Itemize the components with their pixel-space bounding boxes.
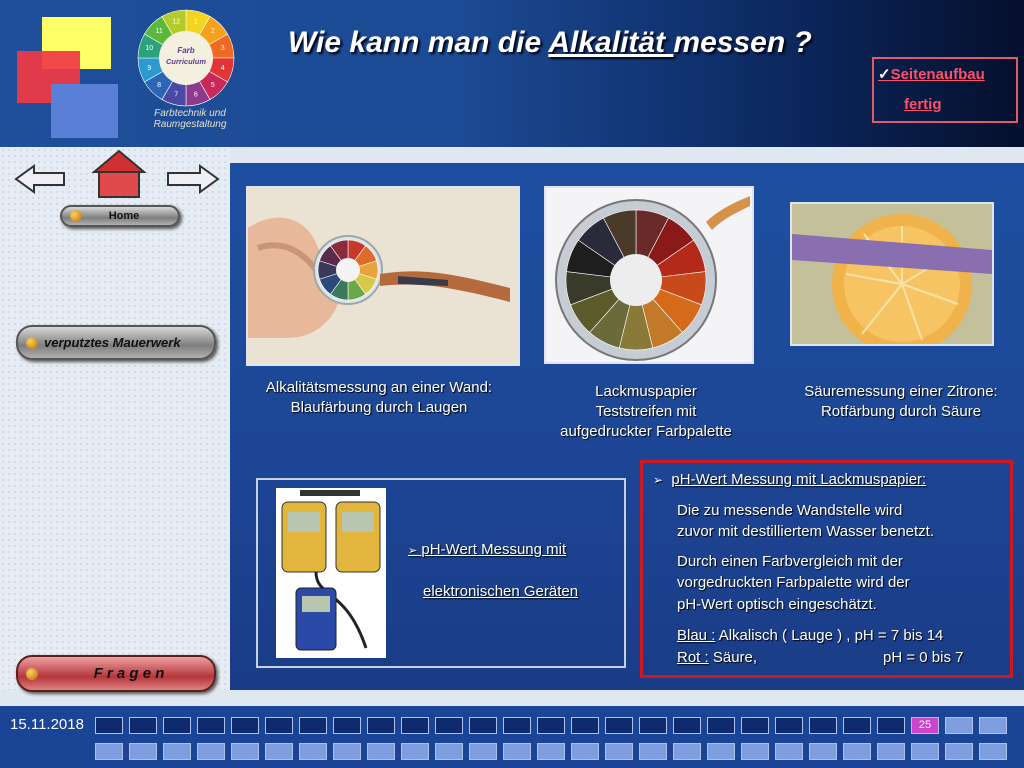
info-p1-line-2: zuvor mit destilliertem Wasser benetzt.	[677, 523, 935, 540]
wheel-number: 9	[147, 64, 152, 72]
forward-arrow-icon[interactable]	[164, 162, 220, 196]
slide-nav-button[interactable]	[129, 717, 157, 734]
photo-lemon	[790, 202, 994, 346]
slide-nav-button[interactable]	[673, 717, 701, 734]
caption-photo-1	[244, 378, 514, 418]
caption-photo-2-line-2: Teststreifen mit	[595, 403, 697, 420]
info-blau-key: Blau :	[677, 627, 716, 644]
slide-nav-button[interactable]	[129, 743, 157, 760]
logo-caption-1: Farbtechnik und	[154, 108, 226, 119]
devices-text-1	[408, 541, 566, 558]
slide-nav-button[interactable]	[911, 743, 939, 760]
slide-nav-button[interactable]	[843, 717, 871, 734]
info-rot-value: Säure,	[708, 649, 758, 666]
photo-wall-image	[248, 188, 518, 364]
header	[0, 0, 1024, 147]
status-text-1: Seitenaufbau	[890, 66, 985, 83]
info-rot-ph: pH = 0 bis 7	[883, 649, 964, 666]
logo-text-1: Farb	[177, 46, 195, 55]
caption-photo-3	[786, 382, 1016, 422]
slide-nav-button[interactable]	[775, 717, 803, 734]
info-rot-key: Rot :	[677, 649, 709, 666]
slide-nav-button[interactable]	[639, 717, 667, 734]
slide-nav-button[interactable]	[469, 743, 497, 760]
mauerwerk-button-label: verputztes Mauerwerk	[44, 335, 181, 350]
info-blau-line	[677, 625, 943, 646]
photo-litmus-image	[546, 188, 752, 362]
caption-photo-3-line-1: Säuremessung einer Zitrone:	[804, 383, 998, 400]
fragen-button-label: F r a g e n	[93, 665, 165, 682]
slide-nav-button[interactable]	[537, 743, 565, 760]
slide-nav-button[interactable]	[333, 743, 361, 760]
caption-photo-3-line-2: Rotfärbung durch Säure	[820, 403, 982, 420]
slide-nav-button[interactable]	[571, 717, 599, 734]
slide-nav-button[interactable]	[197, 717, 225, 734]
slide-nav-button[interactable]	[979, 717, 1007, 734]
info-p1-line-1: Die zu messende Wandstelle wird	[677, 502, 903, 519]
color-wheel-logo	[136, 8, 236, 108]
slide-nav-button[interactable]	[707, 743, 735, 760]
logo-caption	[140, 108, 240, 130]
wheel-number: 5	[210, 81, 215, 89]
slide-nav-button[interactable]	[877, 717, 905, 734]
caption-photo-1-line-2: Blaufärbung durch Laugen	[290, 399, 468, 416]
current-slide-button[interactable]: 25	[911, 717, 939, 734]
slide-nav-button[interactable]	[95, 743, 123, 760]
slide-nav-button[interactable]	[231, 717, 259, 734]
ph-meter-devices-image	[276, 488, 386, 658]
slide-nav-button[interactable]	[503, 743, 531, 760]
title-part-underlined: Alkalität	[548, 26, 674, 59]
fragen-button[interactable]	[16, 655, 216, 692]
slide-nav-button[interactable]	[503, 717, 531, 734]
slide-nav-button[interactable]	[197, 743, 225, 760]
slide-nav-button[interactable]	[605, 717, 633, 734]
slide-nav-button[interactable]	[537, 717, 565, 734]
litmus-info-box	[640, 460, 1013, 678]
slide-nav-button[interactable]	[163, 743, 191, 760]
wheel-number: 3	[220, 45, 225, 53]
slide-nav-button[interactable]	[605, 743, 633, 760]
slide-nav-button[interactable]	[571, 743, 599, 760]
wheel-number: 4	[220, 64, 225, 72]
slide-nav-button[interactable]	[367, 743, 395, 760]
slide-nav-button[interactable]	[979, 743, 1007, 760]
wheel-number: 10	[145, 45, 154, 53]
slide-nav-button[interactable]	[299, 717, 327, 734]
status-line-2: fertig	[904, 96, 942, 113]
slide-nav-button[interactable]	[945, 743, 973, 760]
slide-nav-button[interactable]	[401, 743, 429, 760]
photo-wall-measurement	[246, 186, 520, 366]
logo-text-2: Curriculum	[165, 57, 207, 66]
wheel-number: 12	[172, 18, 181, 26]
slide-nav-button[interactable]	[333, 717, 361, 734]
caption-photo-1-line-1: Alkalitätsmessung an einer Wand:	[265, 379, 493, 396]
caption-photo-2-line-1: Lackmuspapier	[595, 383, 697, 400]
home-icon[interactable]	[90, 148, 148, 200]
slide-nav-button[interactable]	[741, 717, 769, 734]
slide-nav-button[interactable]	[809, 743, 837, 760]
slide-nav-button[interactable]	[877, 743, 905, 760]
left-nav-panel	[0, 147, 230, 690]
status-box	[872, 57, 1018, 123]
slide-nav-button[interactable]	[707, 717, 735, 734]
bullet-icon	[26, 337, 38, 349]
check-icon: ✓	[878, 66, 891, 83]
slide-nav-button[interactable]	[401, 717, 429, 734]
caption-photo-2	[540, 382, 752, 442]
slide-nav-button[interactable]	[639, 743, 667, 760]
status-line-1	[878, 65, 985, 83]
slide-nav-button[interactable]	[265, 717, 293, 734]
slide-nav-button[interactable]	[809, 717, 837, 734]
bullet-icon	[26, 668, 38, 680]
mauerwerk-button[interactable]	[16, 325, 216, 360]
devices-text-2: elektronischen Geräten	[423, 583, 579, 600]
back-arrow-icon[interactable]	[14, 162, 68, 196]
slide-nav-button[interactable]	[299, 743, 327, 760]
slide-nav-button[interactable]	[843, 743, 871, 760]
slide-nav-button[interactable]	[231, 743, 259, 760]
logo-square-blue	[51, 84, 118, 138]
info-p2-line-1: Durch einen Farbvergleich mit der	[677, 553, 903, 570]
devices-box	[256, 478, 626, 668]
logo-caption-2: Raumgestaltung	[153, 119, 227, 130]
info-heading-label: pH-Wert Messung mit Lackmuspapier:	[671, 471, 927, 488]
wheel-number: 6	[193, 91, 198, 99]
arrow-bullet-icon: ➢	[408, 545, 418, 557]
arrow-bullet-icon: ➢	[653, 473, 664, 487]
slide-nav-button[interactable]	[741, 743, 769, 760]
slide-nav-button[interactable]	[95, 717, 123, 734]
devices-text-1-label: pH-Wert Messung mit	[421, 541, 567, 558]
photo-litmus-roll	[544, 186, 754, 364]
slide-nav-button[interactable]	[163, 717, 191, 734]
wheel-number: 8	[157, 81, 162, 89]
info-p2-line-3: pH-Wert optisch eingeschätzt.	[677, 596, 877, 613]
home-button[interactable]	[60, 205, 180, 227]
slide-nav-button[interactable]	[265, 743, 293, 760]
title-part-1: Wie kann man die	[288, 26, 549, 59]
wheel-number: 7	[174, 91, 179, 99]
info-rot-line	[677, 647, 757, 668]
photo-lemon-image	[792, 204, 992, 344]
title-part-2: messen ?	[673, 26, 812, 59]
info-heading	[653, 469, 926, 491]
home-button-label: Home	[108, 210, 140, 222]
slide-nav-button[interactable]	[945, 717, 973, 734]
slide-nav-button[interactable]	[775, 743, 803, 760]
slide-nav-button[interactable]	[673, 743, 701, 760]
slide-nav-button[interactable]	[435, 717, 463, 734]
caption-photo-2-line-3: aufgedruckter Farbpalette	[560, 423, 732, 440]
slide-nav-button[interactable]	[469, 717, 497, 734]
wheel-number: 11	[155, 28, 163, 36]
info-blau-value: Alkalisch ( Lauge ) , pH = 7 bis 14	[715, 627, 944, 644]
wheel-number: 2	[210, 28, 215, 36]
slide-nav-button[interactable]	[367, 717, 395, 734]
wheel-number: 1	[193, 18, 198, 26]
info-p2-line-2: vorgedruckten Farbpalette wird der	[677, 574, 910, 591]
page-title	[288, 26, 908, 60]
slide-nav-button[interactable]	[435, 743, 463, 760]
footer-date: 15.11.2018	[10, 716, 84, 733]
